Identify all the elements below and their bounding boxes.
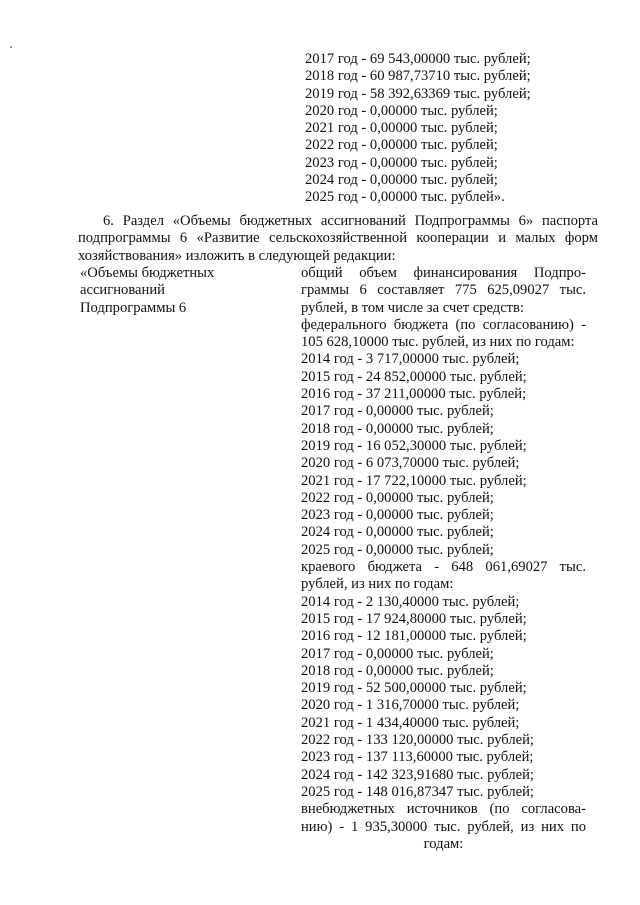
list-item: 2021 год - 1 434,40000 тыс. рублей; [301, 714, 520, 731]
list-item: 2025 год - 0,00000 тыс. рублей; [301, 541, 494, 558]
list-item: 2020 год - 1 316,70000 тыс. рублей; [301, 697, 520, 714]
list-item: 2023 год - 137 113,60000 тыс. рублей; [301, 749, 534, 766]
list-item: 2023 год - 0,00000 тыс. рублей; [305, 154, 498, 171]
federal-header-line: федерального бюджета (по согласованию) - [301, 316, 586, 333]
paragraph-line: подпрограммы 6 «Развитие сельскохозяйственной кооперации и малых форм [78, 230, 598, 247]
section-paragraph [78, 213, 598, 265]
label-line: ассигнований [80, 282, 165, 299]
top-years-list [305, 51, 625, 207]
intro-line: граммы 6 составляет 775 625,09027 тыс. [301, 282, 586, 299]
scan-speck [10, 46, 12, 48]
paragraph-line: 6. Раздел «Объемы бюджетных ассигнований Подпрограммы 6» паспорта [103, 213, 598, 229]
list-item: 2015 год - 24 852,00000 тыс. рублей; [301, 368, 527, 385]
list-item: 2018 год - 0,00000 тыс. рублей; [301, 420, 494, 437]
list-item: 2022 год - 133 120,00000 тыс. рублей; [301, 732, 534, 749]
list-item: 2019 год - 16 052,30000 тыс. рублей; [301, 437, 527, 454]
federal-header-line: 105 628,10000 тыс. рублей, из них по годам: [301, 334, 575, 351]
list-item: 2017 год - 0,00000 тыс. рублей; [301, 403, 494, 420]
list-item: 2022 год - 0,00000 тыс. рублей; [301, 489, 494, 506]
intro-line: рублей, в том числе за счет средств: [301, 299, 525, 316]
extra-header-line: внебюджетных источников (по согласова- [301, 801, 586, 818]
list-item: 2020 год - 0,00000 тыс. рублей; [305, 102, 498, 119]
list-item: 2019 год - 58 392,63369 тыс. рублей; [305, 85, 531, 102]
list-item: 2015 год - 17 924,80000 тыс. рублей; [301, 610, 527, 627]
list-item: 2023 год - 0,00000 тыс. рублей; [301, 507, 494, 524]
list-item: 2025 год - 0,00000 тыс. рублей». [305, 189, 505, 206]
budget-details [301, 265, 586, 853]
budget-label [80, 265, 280, 317]
list-item: 2014 год - 2 130,40000 тыс. рублей; [301, 593, 520, 610]
list-item: 2022 год - 0,00000 тыс. рублей; [305, 137, 498, 154]
regional-header-line: рублей, из них по годам: [301, 576, 454, 593]
list-item: 2024 год - 0,00000 тыс. рублей; [301, 524, 494, 541]
paragraph-line: хозяйствования» изложить в следующей редакции: [78, 247, 396, 264]
list-item: 2019 год - 52 500,00000 тыс. рублей; [301, 680, 527, 697]
extra-header-line: годам: [423, 835, 464, 852]
list-item: 2018 год - 0,00000 тыс. рублей; [301, 662, 494, 679]
list-item: 2020 год - 6 073,70000 тыс. рублей; [301, 455, 520, 472]
label-line: «Объемы бюджетных [80, 265, 215, 281]
list-item: 2024 год - 0,00000 тыс. рублей; [305, 172, 498, 189]
list-item: 2024 год - 142 323,91680 тыс. рублей; [301, 766, 534, 783]
extra-header-line: нию) - 1 935,30000 тыс. рублей, из них по [301, 818, 586, 835]
list-item: 2014 год - 3 717,00000 тыс. рублей; [301, 351, 520, 368]
intro-line: общий объем финансирования Подпро- [301, 265, 586, 281]
list-item: 2021 год - 0,00000 тыс. рублей; [305, 120, 498, 137]
list-item: 2021 год - 17 722,10000 тыс. рублей; [301, 472, 527, 489]
list-item: 2016 год - 37 211,00000 тыс. рублей; [301, 386, 527, 403]
list-item: 2018 год - 60 987,73710 тыс. рублей; [305, 68, 531, 85]
list-item: 2016 год - 12 181,00000 тыс. рублей; [301, 628, 527, 645]
list-item: 2017 год - 69 543,00000 тыс. рублей; [305, 51, 531, 67]
label-line: Подпрограммы 6 [80, 299, 187, 316]
list-item: 2025 год - 148 016,87347 тыс. рублей; [301, 783, 534, 800]
regional-header-line: краевого бюджета - 648 061,69027 тыс. [301, 559, 586, 576]
list-item: 2017 год - 0,00000 тыс. рублей; [301, 645, 494, 662]
